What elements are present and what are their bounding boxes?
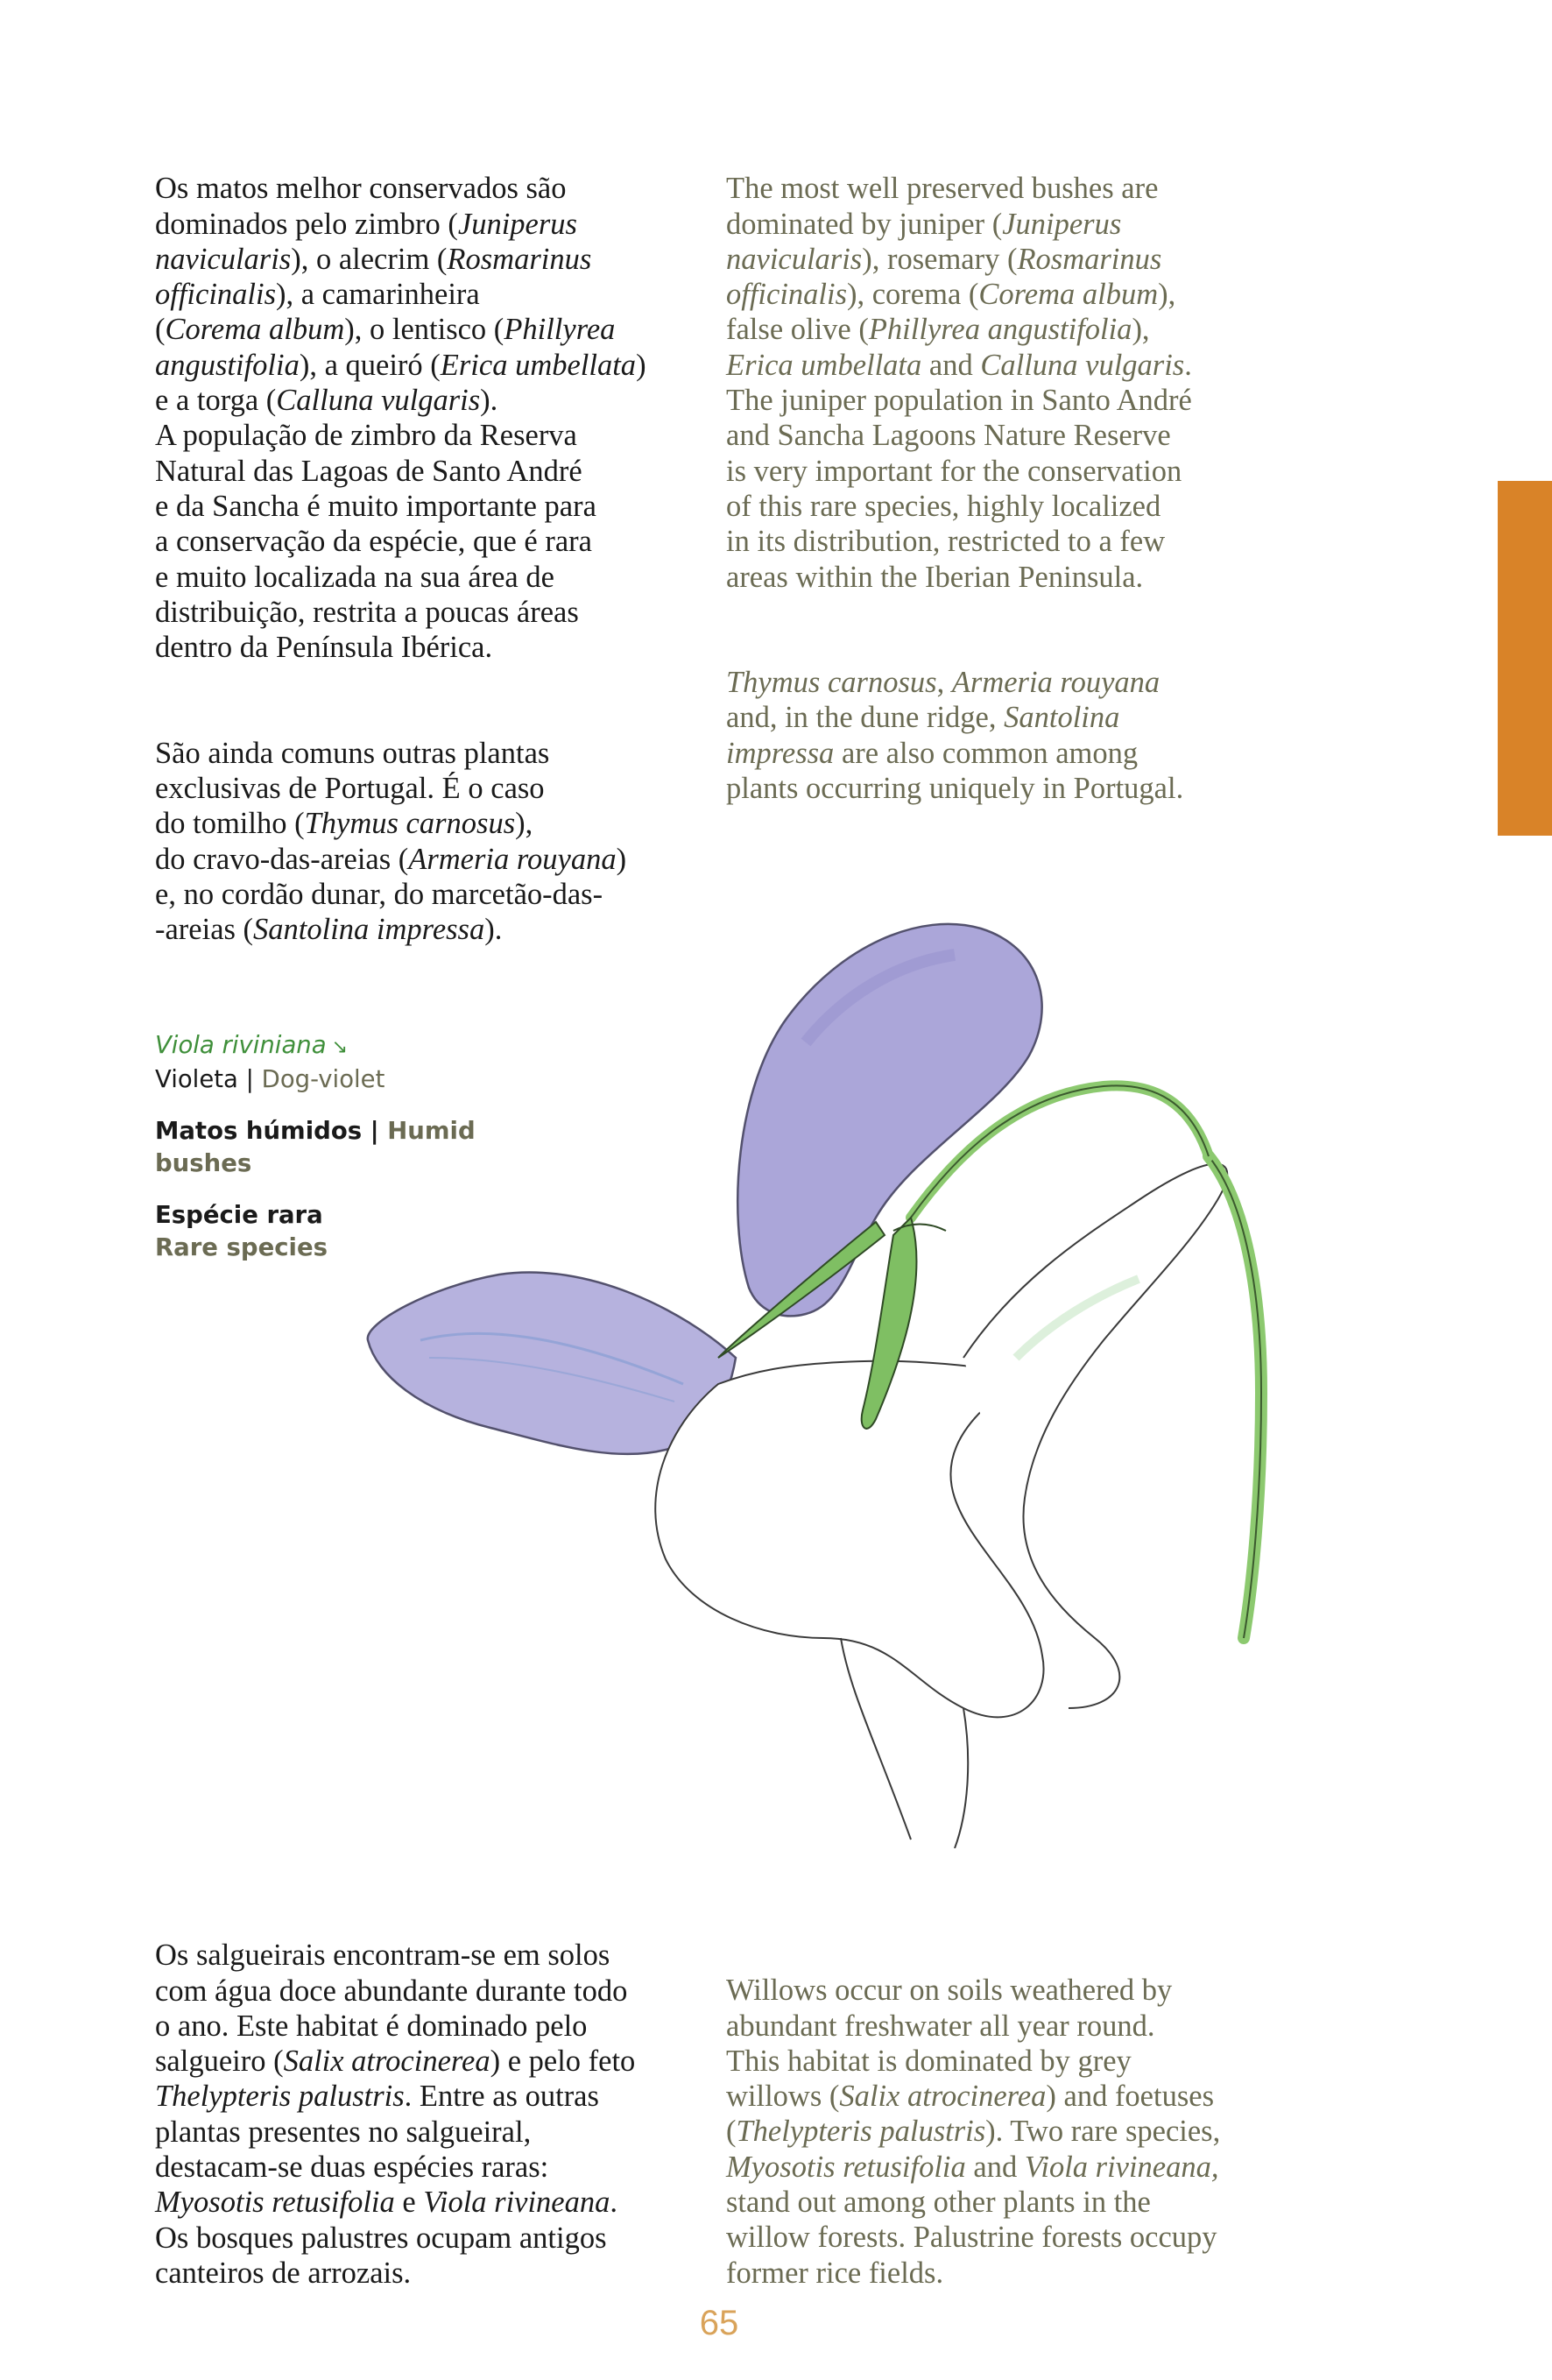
separator: |	[245, 1065, 254, 1093]
en-paragraph-3: Willows occur on soils weathered by abundant freshwater all year round. This habitat is dominated by grey willows (Salix atrocinerea) and foetuses (Thelypteris palustris). Two rare species, Myosotis retusifolia and Viola rivineana, stand out among other plants in the willow forests. Palustrine forests occupy former rice fields.	[726, 1974, 1221, 2290]
portuguese-text-bottom	[155, 1903, 698, 2327]
status-en: Rare species	[155, 1233, 328, 1261]
pt-paragraph-3: Os salgueirais encontram-se em solos com água doce abundante durante todo o ano. Este habitat é dominado pelo salgueiro (Salix atrocinerea) e pelo feto Thelypteris palustris. Entre as outras plantas presentes no salgueiral, destacam-se duas espécies raras: Myosotis retusifolia e Viola rivineana. Os bosques palustres ocupam antigos canteiros de arrozais.	[155, 1939, 636, 2290]
species-latin-name: Viola riviniana	[155, 1031, 327, 1059]
en-paragraph-2: Thymus carnosus, Armeria rouyana and, in the dune ridge, Santolina impressa are also common among plants occurring uniquely in Portugal.	[726, 666, 1184, 806]
viola-riviniana-illustration	[350, 867, 1358, 1848]
english-text-top	[726, 136, 1269, 842]
en-paragraph-1: The most well preserved bushes are dominated by juniper (Juniperus navicularis), rosemary (Rosmarinus officinalis), corema (Corema album), false olive (Phillyrea angustifolia), Erica umbellata and Calluna vulgaris. The juniper population in Santo André and Sancha Lagoons Nature Reserve is very important for the conservation of this rare species, highly localized in its distribution, restricted to a few areas within the Iberian Peninsula.	[726, 172, 1192, 594]
pt-paragraph-2: São ainda comuns outras plantas exclusivas de Portugal. É o caso do tomilho (Thymus carnosus), do cravo-das-areias (Armeria rouyana) e, no cordão dunar, do marcetão-das- -areias (Santolina impressa).	[155, 736, 627, 947]
english-text-bottom	[726, 1938, 1287, 2326]
arrow-down-right-icon: ↘	[331, 1036, 349, 1058]
page-number: 65	[699, 2304, 739, 2342]
common-name-pt: Violeta	[155, 1065, 238, 1093]
pt-paragraph-1: Os matos melhor conservados são dominados pelo zimbro (Juniperus navicularis), o alecrim (Rosmarinus officinalis), a camarinheira (Corema album), o lentisco (Phillyrea angustifolia), a queiró (Erica umbellata) e a torga (Calluna vulgaris). A população de zimbro da Reserva Natural das Lagoas de Santo André e da Sancha é muito importante para a conservação da espécie, que é rara e muito localizada na sua área de distribuição, restrita a poucas áreas dentro da Península Ibérica.	[155, 172, 646, 665]
habitat-en: Humid bushes	[155, 1117, 476, 1177]
status-pt: Espécie rara	[155, 1201, 323, 1229]
habitat-pt: Matos húmidos	[155, 1117, 363, 1145]
portuguese-text-top	[155, 136, 681, 983]
section-tab-marker	[1498, 481, 1552, 836]
common-name-en: Dog-violet	[261, 1065, 385, 1093]
separator: |	[370, 1117, 379, 1145]
